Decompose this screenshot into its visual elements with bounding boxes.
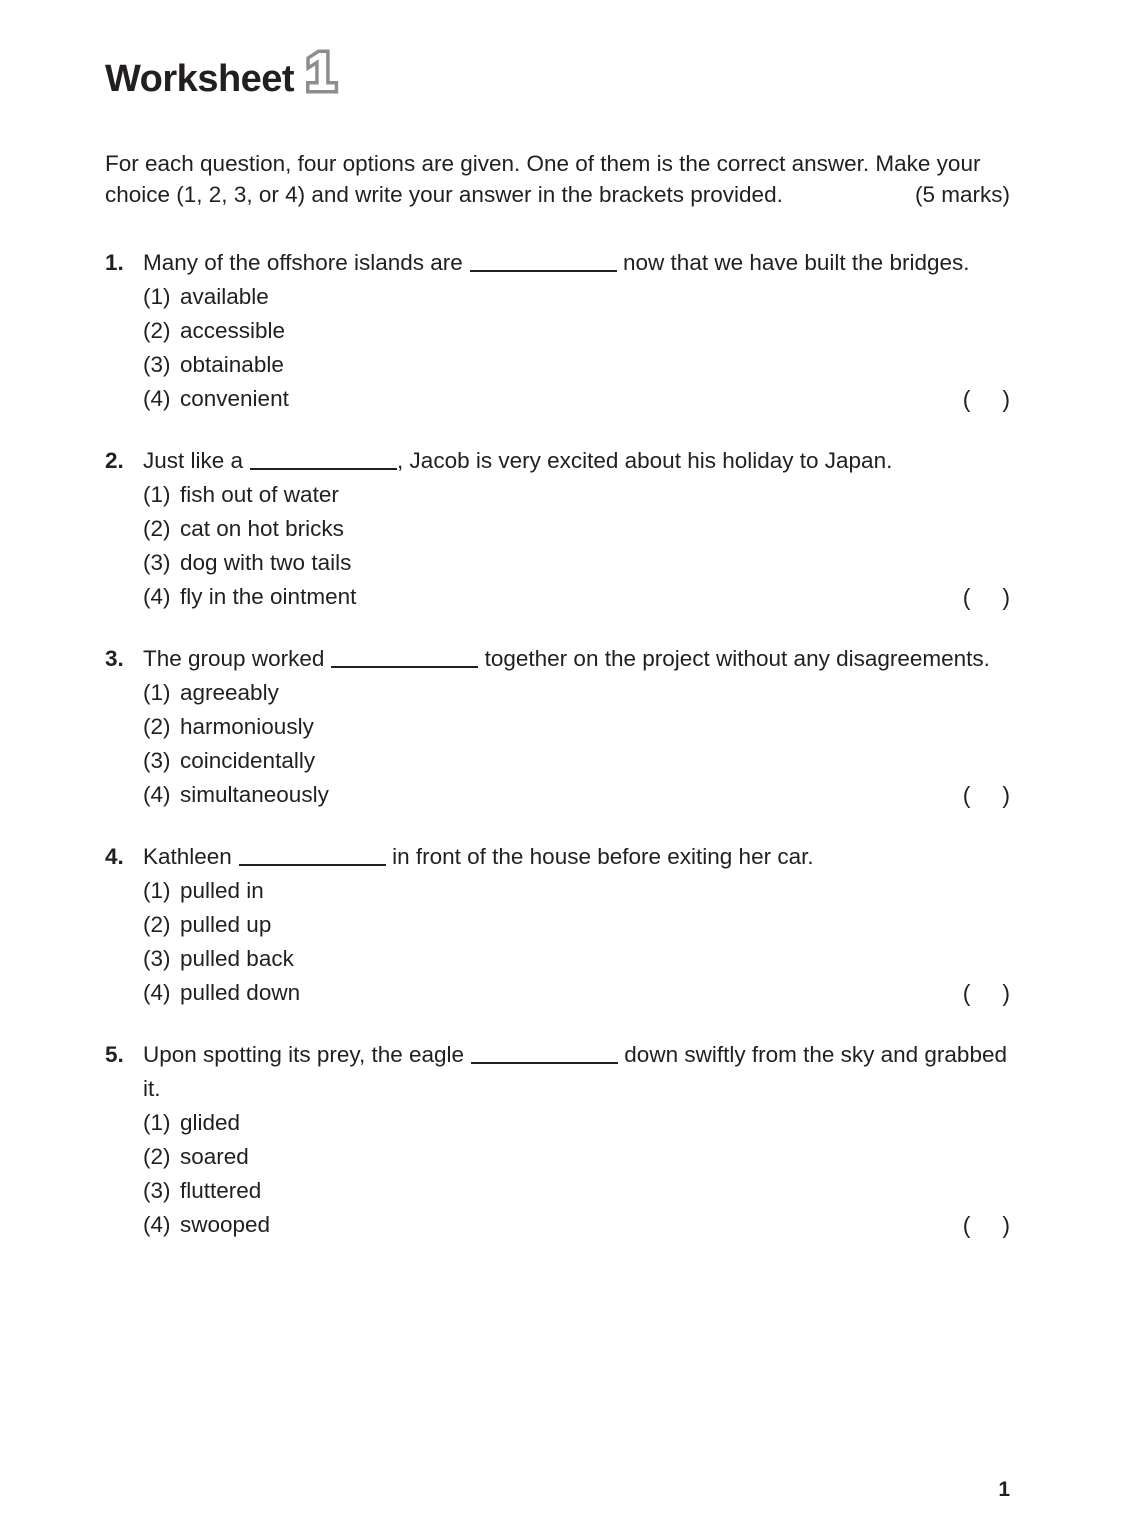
option-text: accessible [180,318,286,343]
option-item [143,942,1010,976]
option-number: (2) [143,1144,171,1169]
stem-text-after: now that we have built the bridges. [616,250,970,275]
page-number: 1 [998,1478,1010,1501]
fill-in-blank-line [470,269,617,272]
worksheet-number: 1 [306,42,336,102]
answer-bracket: ( ) [962,782,1010,808]
question-item [105,246,1010,416]
question-row [105,840,1010,1010]
stem-text-after: , Jacob is very excited about his holiday to Japan. [397,448,893,473]
option-text: fluttered [180,1178,262,1203]
option-number: (4) [143,386,171,411]
option-text: pulled down [180,980,301,1005]
question-body [143,444,1010,614]
worksheet-header [105,42,1010,108]
question-stem [143,246,1010,280]
worksheet-title-text: Worksheet [105,58,295,100]
option-text: harmoniously [180,714,314,739]
stem-text-before: Kathleen [143,844,232,869]
stem-text-before: Many of the offshore islands are [143,250,463,275]
fill-in-blank-line [331,665,478,668]
option-number: (3) [143,946,171,971]
option-text: swooped [180,1212,271,1237]
options-list [143,676,1010,812]
option-number: (2) [143,714,171,739]
question-row [105,246,1010,416]
option-item [143,710,1010,744]
option-item [143,874,1010,908]
fill-in-blank-line [471,1061,618,1064]
option-item [143,314,1010,348]
option-text: simultaneously [180,782,329,807]
instructions [105,148,1010,210]
question-body [143,246,1010,416]
option-text: pulled in [180,878,264,903]
option-item [143,512,1010,546]
question-item [105,1038,1010,1242]
option-number: (1) [143,878,171,903]
option-number: (4) [143,1212,171,1237]
option-number: (3) [143,352,171,377]
stem-text-before: The group worked [143,646,325,671]
option-number: (1) [143,482,171,507]
answer-bracket: ( ) [962,584,1010,610]
page-title [105,42,336,108]
question-item [105,642,1010,812]
option-item [143,976,1010,1010]
answer-bracket: ( ) [962,386,1010,412]
option-item [143,676,1010,710]
stem-text-before: Just like a [143,448,244,473]
option-number: (3) [143,550,171,575]
fill-in-blank-line [250,467,397,470]
option-number: (3) [143,748,171,773]
option-text: obtainable [180,352,284,377]
instructions-text: For each question, four options are given. One of them is the correct answer. Make your choice (1, 2, 3, or 4) and write your answer in the brackets provided. [105,151,981,207]
stem-text-after: together on the project without any disagreements. [478,646,990,671]
option-text: fly in the ointment [180,584,357,609]
stem-text-before: Upon spotting its prey, the eagle [143,1042,465,1067]
option-item [143,744,1010,778]
option-number: (4) [143,980,171,1005]
options-list [143,1106,1010,1242]
option-item [143,382,1010,416]
question-number: 3. [105,646,124,671]
option-text: available [180,284,269,309]
option-text: glided [180,1110,241,1135]
option-number: (4) [143,782,171,807]
option-item [143,908,1010,942]
question-item [105,444,1010,614]
option-text: convenient [180,386,289,411]
question-number: 4. [105,844,124,869]
option-item [143,1106,1010,1140]
question-stem [143,444,1010,478]
answer-bracket: ( ) [962,980,1010,1006]
option-item [143,546,1010,580]
option-number: (1) [143,680,171,705]
question-item [105,840,1010,1010]
option-text: fish out of water [180,482,339,507]
option-number: (1) [143,284,171,309]
answer-bracket: ( ) [962,1212,1010,1238]
options-list [143,874,1010,1010]
question-list [105,246,1010,1242]
question-stem [143,1038,1010,1106]
question-number: 1. [105,250,124,275]
question-stem [143,840,1010,874]
option-text: soared [180,1144,249,1169]
option-text: coincidentally [180,748,316,773]
stem-text-after: in front of the house before exiting her car. [385,844,814,869]
option-item [143,348,1010,382]
question-body [143,1038,1010,1242]
option-number: (3) [143,1178,171,1203]
option-item [143,1174,1010,1208]
stem-text-after: down swiftly from the sky and grabbed it. [143,1042,1007,1101]
fill-in-blank-line [239,863,386,866]
options-list [143,280,1010,416]
question-row [105,642,1010,812]
option-number: (2) [143,912,171,937]
question-body [143,642,1010,812]
option-text: agreeably [180,680,279,705]
option-item [143,280,1010,314]
question-row [105,444,1010,614]
marks-label: (5 marks) [915,182,1010,207]
option-item [143,778,1010,812]
option-item [143,580,1010,614]
option-text: pulled up [180,912,272,937]
option-number: (2) [143,516,171,541]
option-text: dog with two tails [180,550,352,575]
option-number: (2) [143,318,171,343]
option-item [143,478,1010,512]
option-text: cat on hot bricks [180,516,344,541]
option-text: pulled back [180,946,294,971]
options-list [143,478,1010,614]
question-stem [143,642,1010,676]
option-number: (1) [143,1110,171,1135]
question-body [143,840,1010,1010]
question-number: 5. [105,1042,124,1067]
option-item [143,1208,1010,1242]
question-number: 2. [105,448,124,473]
question-row [105,1038,1010,1242]
option-number: (4) [143,584,171,609]
option-item [143,1140,1010,1174]
